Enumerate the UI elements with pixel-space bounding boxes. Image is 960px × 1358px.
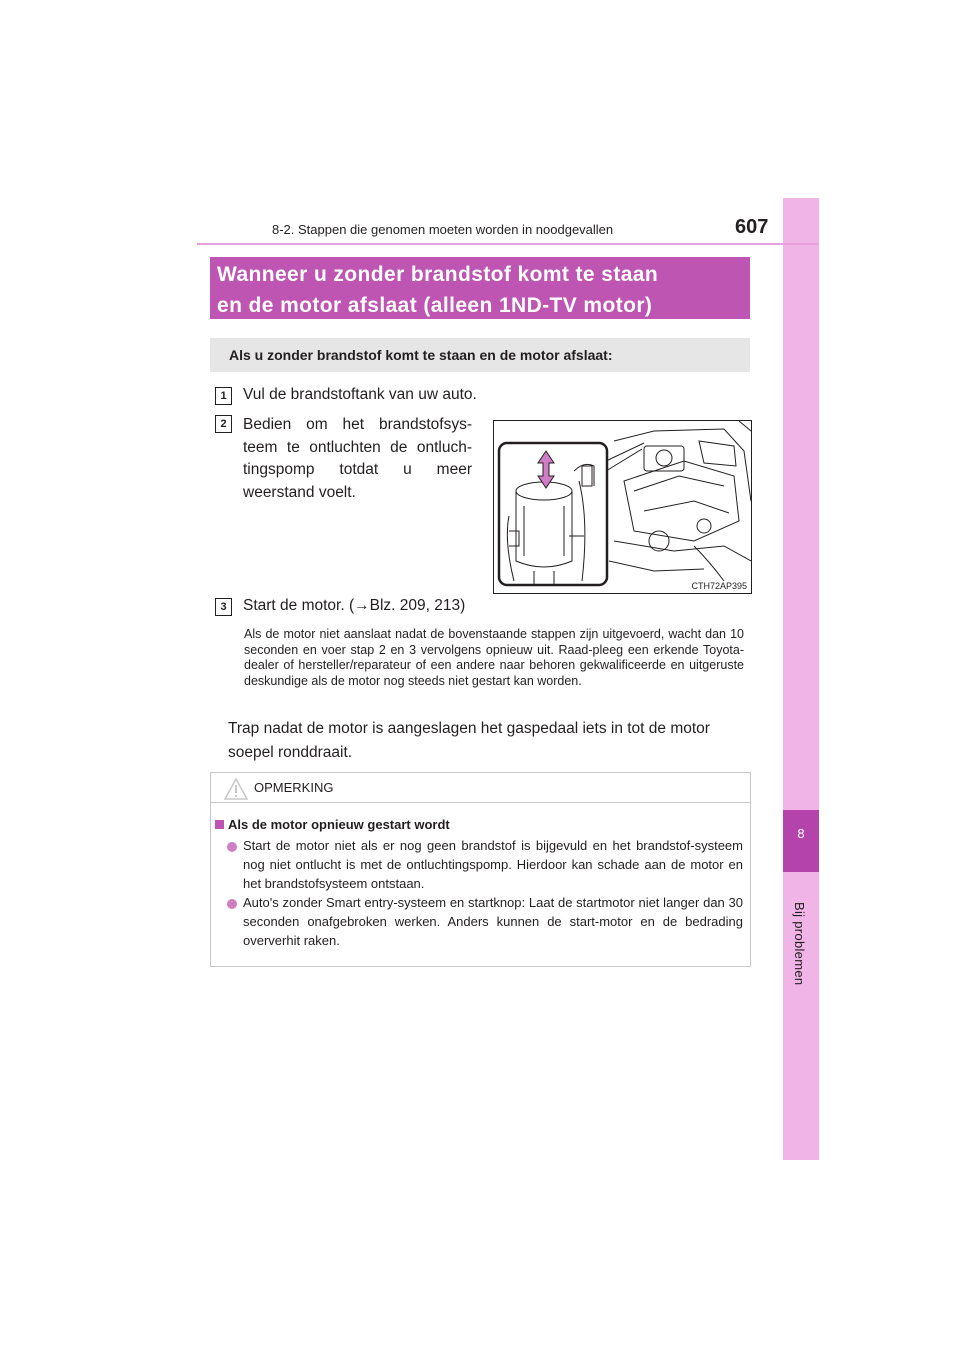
page-number: 607: [735, 216, 769, 238]
engine-drawing: [494, 421, 751, 593]
step-2-line: Bedien om het brandstofsys-: [243, 416, 472, 433]
figure-code: CTH72AP395: [691, 581, 747, 591]
notice-divider: [210, 802, 750, 803]
side-tab-upper: [783, 198, 819, 810]
step-1-text: Vul de brandstoftank van uw auto.: [243, 386, 477, 403]
subheading: Als u zonder brandstof komt te staan en de motor afslaat:: [229, 347, 613, 363]
notice-bullet-2: Auto's zonder Smart entry-systeem en startknop: Laat de startmotor niet langer dan 30 seconden onafgebroken werken. Anders kunnen de start-motor en de bedrading oververhit raken.: [243, 895, 743, 948]
title-line-2: en de motor afslaat (alleen 1ND-TV motor): [217, 294, 653, 317]
notice-bullet-1: Start de motor niet als er nog geen brandstof is bijgevuld en het brandstof-systeem nog niet ontlucht is met de ontluchtingspomp. Hierdoor kan schade aan de motor en het brandstofsysteem ontstaan.: [243, 838, 743, 891]
engine-bay-illustration: [493, 420, 752, 594]
bullet-icon: [227, 842, 237, 852]
square-bullet-icon: [215, 820, 224, 829]
header-rule: [197, 243, 819, 245]
step-2-line: teem te ontluchten de ontluch-: [243, 438, 472, 456]
body-paragraph: Trap nadat de motor is aangeslagen het gaspedaal iets in tot de motor soepel ronddraait.: [228, 720, 710, 761]
step-2-line: tingspomp totdat u meer: [243, 461, 472, 478]
chapter-tab-marker: [783, 810, 819, 872]
chapter-label: Bij problemen: [792, 902, 807, 986]
page-title: [217, 259, 747, 321]
notice-label: OPMERKING: [254, 780, 334, 795]
chapter-number: 8: [797, 826, 805, 841]
step-number-3: 3: [215, 598, 232, 616]
step-note: Als de motor niet aanslaat nadat de bovenstaande stappen zijn uitgevoerd, wacht dan 10 seconden en voer stap 2 en 3 vervolgens opnieuw uit. Raad-pleeg een erkende Toyota-dealer of hersteller/reparateur of een andere naar behoren gekwalificeerde en uitgeruste deskundige als de motor nog steeds niet gestart kan worden.: [244, 627, 744, 688]
step-number-2: 2: [215, 415, 232, 433]
step-2-text: [243, 414, 472, 504]
step-number-1: 1: [215, 387, 232, 405]
notice-heading-text: Als de motor opnieuw gestart wordt: [228, 817, 450, 832]
title-line-1: Wanneer u zonder brandstof komt te staan: [217, 263, 659, 286]
notice-heading: [215, 817, 450, 832]
step-2-line: weerstand voelt.: [243, 483, 356, 501]
bullet-icon: [227, 899, 237, 909]
step-3-text: Start de motor. (→Blz. 209, 213): [243, 597, 466, 614]
section-header: 8-2. Stappen die genomen moeten worden in noodgevallen: [272, 222, 614, 237]
warning-icon: [224, 778, 248, 800]
